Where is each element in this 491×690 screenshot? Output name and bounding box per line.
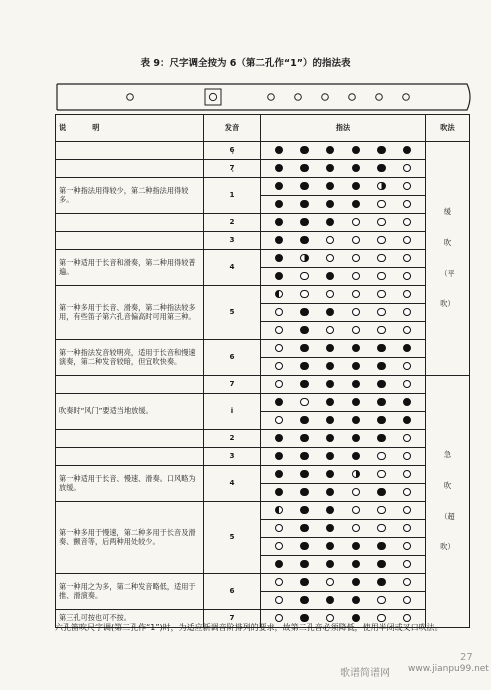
open-hole-icon [403,524,411,532]
note-cell: 3 [204,232,261,250]
style-cell [426,376,470,628]
open-hole-icon [403,290,411,298]
closed-hole-icon [275,218,283,226]
header-desc: 说明 [56,115,204,142]
half-hole-icon [275,506,283,514]
header-fingering: 指法 [261,115,426,142]
closed-hole-icon [377,488,385,496]
note-cell: 6 [204,574,261,610]
closed-hole-icon [275,398,283,406]
open-hole-icon [403,560,411,568]
table-row [56,250,470,268]
open-hole-icon [300,290,308,298]
fingering-cell [261,304,426,322]
note-cell: 5 [204,502,261,574]
closed-hole-icon [326,218,334,226]
closed-hole-icon [275,560,283,568]
closed-hole-icon [352,416,360,424]
fingering-cell [261,178,426,196]
fingering-cell [261,484,426,502]
closed-hole-icon [275,452,283,460]
closed-hole-icon [275,164,283,172]
style-label: 吹 [443,480,452,490]
closed-hole-icon [326,272,334,280]
note-cell: 3 [204,448,261,466]
closed-hole-icon [352,182,360,190]
fingering-cell [261,574,426,592]
closed-hole-icon [377,416,385,424]
open-hole-icon [352,218,360,226]
style-label: 急 [443,450,452,460]
open-hole-icon [377,596,385,604]
closed-hole-icon [352,542,360,550]
open-hole-icon [352,290,360,298]
closed-hole-icon [377,434,385,442]
table-row [56,160,470,178]
note-cell: i [204,394,261,430]
closed-hole-icon [300,578,308,586]
style-cell [426,142,470,376]
closed-hole-icon [377,398,385,406]
closed-hole-icon [326,596,334,604]
description-cell: 第三孔可按也可不按。 [56,610,204,628]
closed-hole-icon [300,362,308,370]
header-note: 发音 [204,115,261,142]
closed-hole-icon [326,344,334,352]
fingering-cell [261,430,426,448]
closed-hole-icon [326,380,334,388]
fingering-cell [261,160,426,178]
description-cell: 第一种用之为多，第二种发音略低，适用于推、滑演奏。 [56,574,204,610]
table-row [56,430,470,448]
table-row [56,448,470,466]
page-title: 表 9：尺字调全按为 6（第二孔作“1”）的指法表 [140,58,351,69]
open-hole-icon [377,290,385,298]
closed-hole-icon [377,344,385,352]
closed-hole-icon [352,560,360,568]
table-row [56,466,470,484]
closed-hole-icon [326,182,334,190]
closed-hole-icon [326,308,334,316]
open-hole-icon [377,236,385,244]
closed-hole-icon [300,200,308,208]
table-row [56,376,470,394]
open-hole-icon [403,236,411,244]
description-cell [56,160,204,178]
closed-hole-icon [326,200,334,208]
closed-hole-icon [275,434,283,442]
open-hole-icon [377,452,385,460]
watermark-url: www.jianpu99.net [408,664,489,674]
closed-hole-icon [352,362,360,370]
fingering-cell [261,250,426,268]
closed-hole-icon [352,164,360,172]
open-hole-icon [352,308,360,316]
closed-hole-icon [377,362,385,370]
open-hole-icon [403,362,411,370]
closed-hole-icon [326,542,334,550]
page-number: 27 [460,652,473,663]
note-cell: 7 [204,376,261,394]
note-cell: 4 [204,466,261,502]
table-row [56,142,470,160]
closed-hole-icon [300,326,308,334]
closed-hole-icon [300,308,308,316]
closed-hole-icon [300,380,308,388]
fingering-cell [261,556,426,574]
note-cell: 4 [204,250,261,286]
open-hole-icon [377,506,385,514]
open-hole-icon [403,578,411,586]
closed-hole-icon [326,470,334,478]
closed-hole-icon [377,164,385,172]
style-label: 吹） [440,299,455,309]
open-hole-icon [275,578,283,586]
open-hole-icon [275,524,283,532]
fingering-cell [261,502,426,520]
closed-hole-icon [300,344,308,352]
table-row [56,232,470,250]
fingering-cell [261,214,426,232]
flute-diagram [55,78,475,116]
closed-hole-icon [377,146,385,154]
open-hole-icon [377,308,385,316]
closed-hole-icon [275,470,283,478]
closed-hole-icon [326,452,334,460]
closed-hole-icon [275,200,283,208]
closed-hole-icon [326,434,334,442]
half-hole-icon [300,254,308,262]
fingering-cell [261,538,426,556]
fingering-cell [261,142,426,160]
note-cell: 7̣ [204,160,261,178]
closed-hole-icon [275,488,283,496]
open-hole-icon [403,488,411,496]
fingering-cell [261,466,426,484]
open-hole-icon [275,326,283,334]
open-hole-icon [403,434,411,442]
table-row [56,502,470,520]
fingering-cell [261,394,426,412]
closed-hole-icon [275,146,283,154]
table-row [56,178,470,196]
description-cell: 第一种指法发音较明亮，适用于长音和慢速演奏，第二种发音较暗，但宜吹快奏。 [56,340,204,376]
fingering-table [55,114,470,628]
description-cell [56,376,204,394]
closed-hole-icon [326,164,334,172]
open-hole-icon [403,542,411,550]
closed-hole-icon [377,380,385,388]
open-hole-icon [377,218,385,226]
fingering-cell [261,412,426,430]
fingering-cell [261,268,426,286]
closed-hole-icon [326,398,334,406]
half-hole-icon [377,182,385,190]
closed-hole-icon [300,506,308,514]
open-hole-icon [275,380,283,388]
closed-hole-icon [300,146,308,154]
open-hole-icon [326,578,334,586]
fingering-cell [261,322,426,340]
closed-hole-icon [275,272,283,280]
open-hole-icon [352,254,360,262]
open-hole-icon [326,254,334,262]
header-style: 吹法 [426,115,470,142]
open-hole-icon [403,506,411,514]
open-hole-icon [275,344,283,352]
closed-hole-icon [326,488,334,496]
closed-hole-icon [326,146,334,154]
closed-hole-icon [352,452,360,460]
note-cell: 6̣ [204,142,261,160]
open-hole-icon [403,308,411,316]
note-cell: 2 [204,214,261,232]
open-hole-icon [326,236,334,244]
footer-note: 六孔笛吹尺字调(第二孔作“1”)时，为适应新调音阶排列的要求，故第二孔音必须降低，使用半闭或叉口吹法。 [55,623,443,632]
closed-hole-icon [352,146,360,154]
description-cell: 第一种适用于长音、慢速、滑奏。口风略为放缓。 [56,466,204,502]
closed-hole-icon [352,398,360,406]
fingering-cell [261,358,426,376]
open-hole-icon [300,398,308,406]
open-hole-icon [403,218,411,226]
description-cell [56,430,204,448]
open-hole-icon [352,524,360,532]
table-row [56,340,470,358]
table-row [56,394,470,412]
description-cell [56,448,204,466]
closed-hole-icon [300,434,308,442]
description-cell: 第一种多用于慢速，第二种多用于长音及滑奏、颤音等，后两种用处较少。 [56,502,204,574]
closed-hole-icon [300,164,308,172]
closed-hole-icon [300,236,308,244]
table-row [56,214,470,232]
open-hole-icon [352,272,360,280]
open-hole-icon [352,236,360,244]
open-hole-icon [352,488,360,496]
open-hole-icon [403,254,411,262]
closed-hole-icon [326,560,334,568]
description-cell [56,142,204,160]
table-row [56,574,470,592]
closed-hole-icon [403,146,411,154]
closed-hole-icon [403,398,411,406]
open-hole-icon [377,524,385,532]
closed-hole-icon [377,578,385,586]
open-hole-icon [352,506,360,514]
open-hole-icon [403,470,411,478]
closed-hole-icon [326,362,334,370]
open-hole-icon [300,272,308,280]
fingering-cell [261,520,426,538]
closed-hole-icon [300,524,308,532]
open-hole-icon [403,452,411,460]
closed-hole-icon [403,416,411,424]
fingering-cell [261,196,426,214]
open-hole-icon [403,326,411,334]
open-hole-icon [403,380,411,388]
open-hole-icon [275,362,283,370]
closed-hole-icon [300,416,308,424]
style-label: （超 [440,511,455,521]
closed-hole-icon [326,416,334,424]
open-hole-icon [403,164,411,172]
description-cell: 第一种适用于长音和滑奏，第二种用得较普遍。 [56,250,204,286]
style-label: 吹） [440,542,455,552]
open-hole-icon [377,326,385,334]
closed-hole-icon [275,182,283,190]
open-hole-icon [377,470,385,478]
closed-hole-icon [300,452,308,460]
open-hole-icon [403,272,411,280]
description-cell [56,214,204,232]
closed-hole-icon [300,218,308,226]
closed-hole-icon [275,236,283,244]
closed-hole-icon [352,578,360,586]
fingering-cell [261,232,426,250]
open-hole-icon [352,326,360,334]
fingering-cell [261,340,426,358]
style-label: （平 [440,268,455,278]
open-hole-icon [275,596,283,604]
fingering-cell [261,286,426,304]
closed-hole-icon [300,182,308,190]
description-cell: 第一种指法用得较少，第二种指法用得较多。 [56,178,204,214]
description-cell [56,232,204,250]
closed-hole-icon [403,344,411,352]
fingering-cell [261,448,426,466]
open-hole-icon [275,416,283,424]
closed-hole-icon [300,560,308,568]
fingering-cell [261,592,426,610]
note-cell: 5 [204,286,261,340]
note-cell: 7 [204,610,261,628]
closed-hole-icon [377,542,385,550]
fingering-cell [261,376,426,394]
open-hole-icon [403,182,411,190]
open-hole-icon [377,272,385,280]
open-hole-icon [326,290,334,298]
description-cell: 吹奏时“风门”要适当地放缓。 [56,394,204,430]
description-cell: 第一种多用于长音、滑奏，第二种指法较多用，有些笛子第六孔音偏高时可用第三种。 [56,286,204,340]
note-cell: 6 [204,340,261,376]
style-label: 吹 [443,237,452,247]
table-row [56,286,470,304]
closed-hole-icon [275,254,283,262]
half-hole-icon [352,470,360,478]
closed-hole-icon [377,560,385,568]
closed-hole-icon [300,596,308,604]
closed-hole-icon [326,506,334,514]
open-hole-icon [377,254,385,262]
open-hole-icon [403,200,411,208]
closed-hole-icon [352,434,360,442]
closed-hole-icon [352,380,360,388]
note-cell: 2 [204,430,261,448]
open-hole-icon [377,200,385,208]
note-cell: 1 [204,178,261,214]
half-hole-icon [275,290,283,298]
open-hole-icon [275,542,283,550]
closed-hole-icon [300,470,308,478]
closed-hole-icon [352,596,360,604]
closed-hole-icon [300,488,308,496]
closed-hole-icon [326,524,334,532]
watermark: 歌谱简谱网 [340,668,390,679]
open-hole-icon [403,596,411,604]
open-hole-icon [275,308,283,316]
closed-hole-icon [300,542,308,550]
closed-hole-icon [352,344,360,352]
closed-hole-icon [352,200,360,208]
style-label: 缓 [443,207,452,217]
open-hole-icon [326,326,334,334]
